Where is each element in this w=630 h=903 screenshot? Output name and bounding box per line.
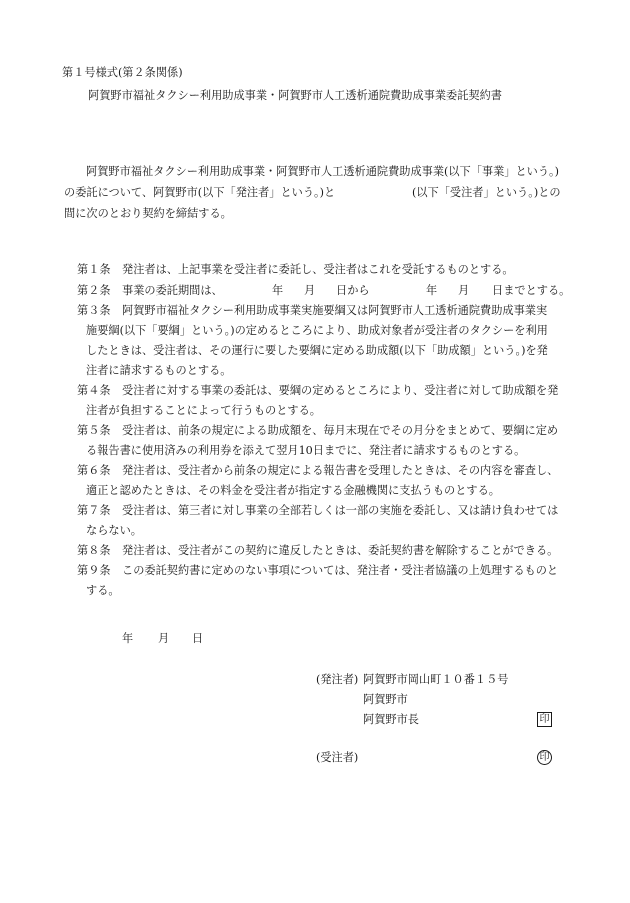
- period-end-year: 年: [426, 284, 438, 297]
- article-text: 阿賀野市福祉タクシー利用助成事業実施要綱又は阿賀野市人工透析通院費助成事業実: [122, 304, 548, 317]
- article-text: 受注者は、前条の規定による助成額を、毎月末現在でその月分をまとめて、要綱に定め: [122, 424, 559, 437]
- intro-line-3: 間に次のとおり契約を締結する。: [64, 207, 232, 220]
- period-end-month: 月: [458, 284, 470, 297]
- period-start-day: 日から: [336, 284, 370, 297]
- article-text: したときは、受注者は、その運行に要した要綱に定める助成額(以下「助成額」という。)を発: [86, 344, 548, 357]
- article-number: 第９条: [77, 564, 111, 577]
- orderer-address: 阿賀野市岡山町１０番１５号: [363, 673, 509, 686]
- article-text: 発注者は、受注者から前条の規定による報告書を受理したときは、その内容を審査し、: [122, 464, 559, 477]
- article-number: 第７条: [77, 504, 111, 517]
- article-text: 事業の委託期間は、: [122, 284, 223, 297]
- article-text: 発注者は、受注者がこの契約に違反したときは、委託契約書を解除することができる。: [122, 544, 559, 557]
- article-text: 注者に請求するものとする。: [86, 364, 232, 377]
- date-month: 月: [158, 632, 170, 645]
- article-text: 注者が負担することによって行うものとする。: [86, 404, 321, 417]
- date-year: 年: [122, 632, 134, 645]
- article-text: 受注者は、第三者に対し事業の全部若しくは一部の実施を委託し、又は請け負わせては: [122, 504, 559, 517]
- article-number: 第６条: [77, 464, 111, 477]
- date-day: 日: [192, 632, 204, 645]
- intro-line-2-tail: (以下「受注者」という。)との: [412, 186, 561, 199]
- orderer-seal-mark: 印: [537, 712, 552, 727]
- article-text: 適正と認めたときは、その料金を受注者が指定する金融機関に支払うものとする。: [86, 484, 500, 497]
- article-number: 第３条: [77, 304, 111, 317]
- article-number: 第１条: [77, 263, 111, 276]
- orderer-name: 阿賀野市: [363, 693, 408, 706]
- article-text: ならない。: [86, 524, 142, 537]
- orderer-representative: 阿賀野市長: [363, 713, 419, 726]
- article-text: る報告書に使用済みの利用券を添えて翌月10日までに、発注者に請求するものとする。: [86, 444, 526, 457]
- contractor-label: (受注者): [316, 751, 359, 764]
- article-number: 第５条: [77, 424, 111, 437]
- article-number: 第２条: [77, 284, 111, 297]
- intro-line-1: 阿賀野市福祉タクシー利用助成事業・阿賀野市人工透析通院費助成事業(以下「事業」という。): [86, 165, 560, 178]
- article-text: 受注者に対する事業の委託は、要綱の定めるところにより、受注者に対して助成額を発: [122, 384, 559, 397]
- article-text: 発注者は、上記事業を受注者に委託し、受注者はこれを受託するものとする。: [122, 263, 514, 276]
- article-text: この委託契約書に定めのない事項については、発注者・受注者協議の上処理するものと: [122, 564, 559, 577]
- period-start-year: 年: [272, 284, 284, 297]
- period-end-day: 日までとする。: [492, 284, 571, 297]
- article-text: 施要綱(以下「要綱」という。)の定めるところにより、助成対象者が受注者のタクシーを利用: [86, 324, 548, 337]
- article-text: する。: [86, 584, 120, 597]
- orderer-label: (発注者): [316, 673, 359, 686]
- intro-line-2: の委託について、阿賀野市(以下「発注者」という。)と: [64, 186, 336, 199]
- form-number-label: 第１号様式(第２条関係): [62, 66, 183, 79]
- contractor-seal-mark: 印: [537, 750, 552, 765]
- article-number: 第８条: [77, 544, 111, 557]
- period-start-month: 月: [304, 284, 316, 297]
- document-title: 阿賀野市福祉タクシー利用助成事業・阿賀野市人工透析通院費助成事業委託契約書: [88, 89, 502, 102]
- article-number: 第４条: [77, 384, 111, 397]
